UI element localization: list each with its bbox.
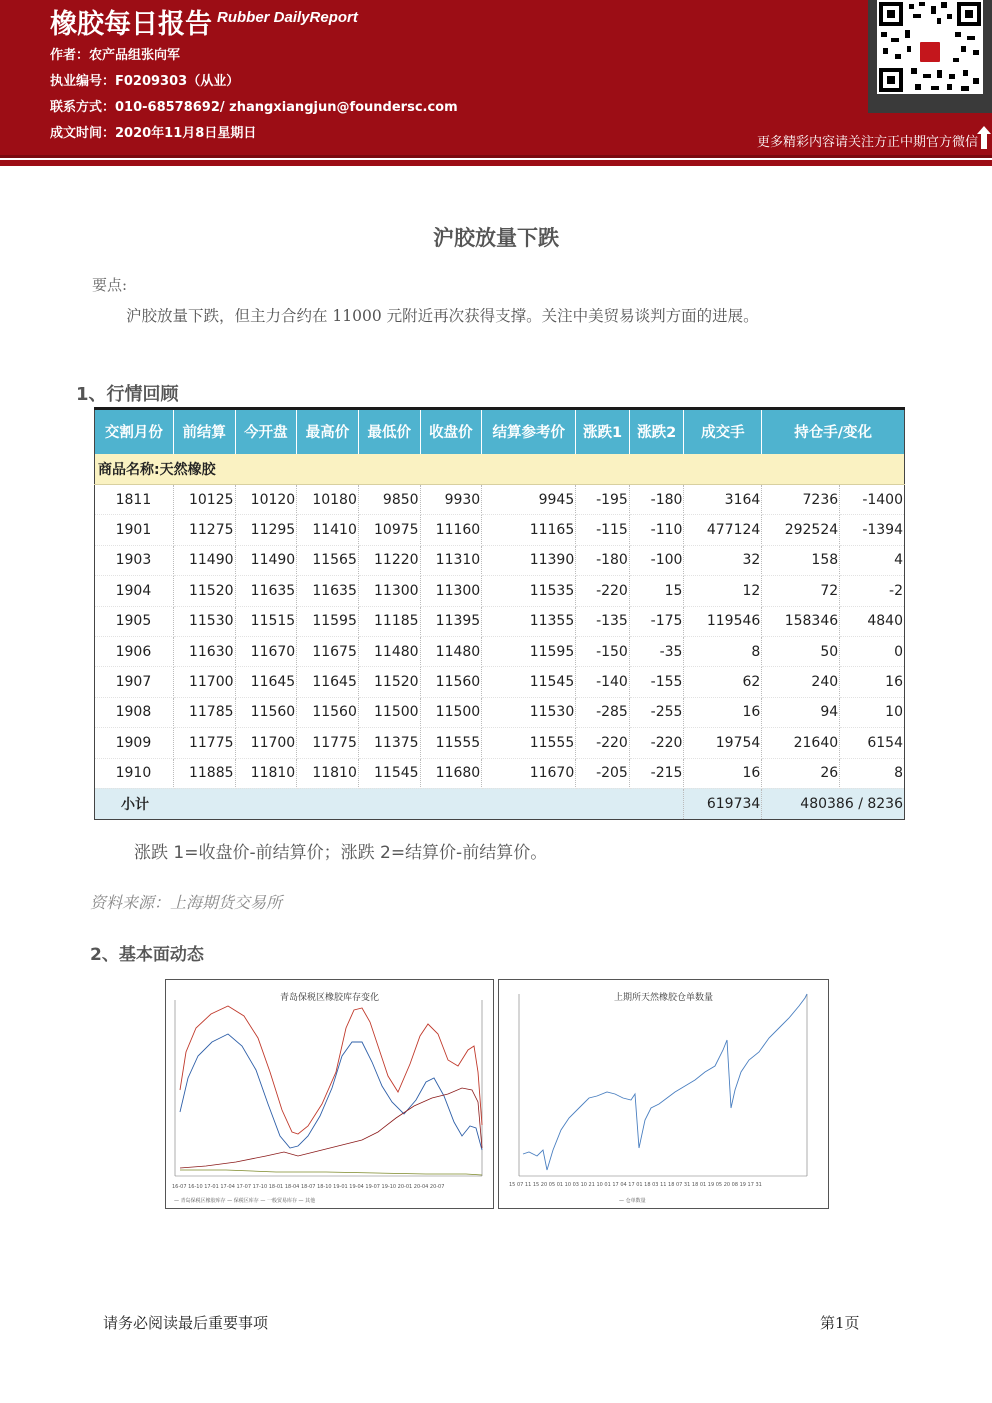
table-cell: -2 — [840, 576, 905, 606]
table-note: 涨跌 1=收盘价-前结算价；涨跌 2=结算价-前结算价。 — [134, 843, 548, 863]
table-cell: 62 — [684, 667, 762, 697]
key-points-label: 要点: — [92, 276, 128, 294]
section-heading-fundamentals: 2、基本面动态 — [90, 945, 204, 965]
table-cell: -1394 — [840, 515, 905, 545]
table-cell: 9945 — [482, 485, 576, 515]
table-cell: 11560 — [297, 697, 359, 727]
table-cell: 11775 — [173, 728, 235, 758]
table-cell: 11520 — [173, 576, 235, 606]
table-cell: 477124 — [684, 515, 762, 545]
table-cell: -195 — [576, 485, 630, 515]
data-source: 资料来源：上海期货交易所 — [90, 893, 283, 912]
date-line: 成文时间：2020年11月8日星期日 — [50, 126, 257, 141]
table-cell: 11535 — [482, 576, 576, 606]
table-cell: 72 — [762, 576, 840, 606]
table-header-cell: 收盘价 — [420, 409, 482, 454]
table-cell: 10180 — [297, 485, 359, 515]
table-cell: 11500 — [358, 697, 420, 727]
table-row — [95, 545, 905, 575]
svg-text:16-07 16-10 17-01 17-04 17-07: 16-07 16-10 17-01 17-04 17-07 17-10 18-01 18-04 18-07 18-10 19-01 19-04 19-07 19-10 20-01 20-04 20-07 — [172, 1184, 445, 1190]
series-warrants — [523, 994, 807, 1170]
table-cell: 0 — [840, 636, 905, 666]
series-total-inventory — [180, 1006, 482, 1134]
table-cell: 292524 — [762, 515, 840, 545]
table-cell: -1400 — [840, 485, 905, 515]
table-header-cell: 持仓手/变化 — [762, 409, 905, 454]
table-cell: 11555 — [482, 728, 576, 758]
table-cell: 11500 — [420, 697, 482, 727]
header-divider — [0, 155, 992, 158]
svg-text:— 青岛保税区橡胶库存 — 保税区库存 — 一般贸易库存 —: — 青岛保税区橡胶库存 — 保税区库存 — 一般贸易库存 — 其他 — [174, 1198, 316, 1204]
page-number: 第1页 — [820, 1314, 860, 1332]
series-general-trade — [180, 1088, 482, 1168]
table-cell: -215 — [629, 758, 684, 788]
table-cell: 1908 — [95, 697, 174, 727]
table-header-cell: 最低价 — [358, 409, 420, 454]
table-cell: 10975 — [358, 515, 420, 545]
table-cell: 158346 — [762, 606, 840, 636]
subtotal-volume: 619734 — [684, 788, 762, 819]
table-cell: 11515 — [235, 606, 297, 636]
table-cell: 11670 — [482, 758, 576, 788]
table-cell: -180 — [576, 545, 630, 575]
table-cell: 11645 — [235, 667, 297, 697]
table-cell: 11785 — [173, 697, 235, 727]
table-cell: 11545 — [358, 758, 420, 788]
chart-shfe-warrants — [498, 979, 829, 1209]
table-header-row — [95, 409, 905, 454]
table-cell: 11885 — [173, 758, 235, 788]
table-cell: 11490 — [173, 545, 235, 575]
table-cell: 10 — [840, 697, 905, 727]
table-cell: 15 — [629, 576, 684, 606]
category-name: 商品名称:天然橡胶 — [95, 454, 905, 485]
table-cell: -135 — [576, 606, 630, 636]
table-row — [95, 636, 905, 666]
table-header-cell: 今开盘 — [235, 409, 297, 454]
footer-disclaimer-link[interactable]: 请务必阅读最后重要事项 — [103, 1314, 269, 1332]
table-header-cell: 前结算 — [173, 409, 235, 454]
table-subtotal-row — [95, 788, 905, 819]
table-category-row — [95, 454, 905, 485]
brand-title: 橡胶每日报告 — [50, 9, 212, 40]
table-cell: -220 — [629, 728, 684, 758]
table-cell: 11680 — [420, 758, 482, 788]
table-cell: 16 — [840, 667, 905, 697]
table-cell: 32 — [684, 545, 762, 575]
table-cell: 11165 — [482, 515, 576, 545]
table-header-cell: 交割月份 — [95, 409, 174, 454]
table-cell: -255 — [629, 697, 684, 727]
table-cell: 11480 — [420, 636, 482, 666]
table-cell: -110 — [629, 515, 684, 545]
table-cell: -35 — [629, 636, 684, 666]
table-row — [95, 515, 905, 545]
subtotal-label: 小计 — [95, 788, 684, 819]
table-cell: 11635 — [297, 576, 359, 606]
table-cell: 1907 — [95, 667, 174, 697]
table-cell: 8 — [684, 636, 762, 666]
table-cell: -220 — [576, 728, 630, 758]
chart-qingdao-inventory — [165, 979, 494, 1209]
table-cell: 11595 — [482, 636, 576, 666]
table-cell: 11185 — [358, 606, 420, 636]
table-cell: 11480 — [358, 636, 420, 666]
table-cell: 10125 — [173, 485, 235, 515]
company-logo-icon — [918, 40, 942, 64]
table-cell: 11810 — [235, 758, 297, 788]
table-cell: 16 — [684, 697, 762, 727]
table-cell: 11530 — [482, 697, 576, 727]
table-cell: 4 — [840, 545, 905, 575]
table-row — [95, 758, 905, 788]
chart-title: 青岛保税区橡胶库存变化 — [279, 993, 379, 1003]
table-cell: -150 — [576, 636, 630, 666]
table-cell: -115 — [576, 515, 630, 545]
table-cell: 11810 — [297, 758, 359, 788]
table-cell: 11630 — [173, 636, 235, 666]
table-cell: 9850 — [358, 485, 420, 515]
table-cell: 11635 — [235, 576, 297, 606]
series-bonded-inventory — [180, 1034, 482, 1150]
contact-line: 联系方式：010-68578692/ zhangxiangjun@foundersc.com — [50, 100, 458, 115]
table-cell: -155 — [629, 667, 684, 697]
table-cell: 11565 — [297, 545, 359, 575]
report-title: 沪胶放量下跌 — [433, 226, 559, 250]
table-cell: 11520 — [358, 667, 420, 697]
author-line: 作者：农产品组张向军 — [50, 48, 181, 63]
table-cell: -285 — [576, 697, 630, 727]
table-cell: 11775 — [297, 728, 359, 758]
table-cell: 158 — [762, 545, 840, 575]
table-header-cell: 涨跌2 — [629, 409, 684, 454]
table-cell: 11300 — [420, 576, 482, 606]
table-cell: 11555 — [420, 728, 482, 758]
table-cell: 11375 — [358, 728, 420, 758]
table-row — [95, 697, 905, 727]
section-heading-market-review: 1、行情回顾 — [76, 384, 179, 405]
table-cell: 11490 — [235, 545, 297, 575]
table-cell: 11560 — [420, 667, 482, 697]
table-cell: 11670 — [235, 636, 297, 666]
table-cell: -180 — [629, 485, 684, 515]
table-cell: 1811 — [95, 485, 174, 515]
table-cell: 11595 — [297, 606, 359, 636]
table-cell: 11355 — [482, 606, 576, 636]
table-cell: 11700 — [173, 667, 235, 697]
table-cell: 3164 — [684, 485, 762, 515]
table-cell: 119546 — [684, 606, 762, 636]
table-row — [95, 606, 905, 636]
svg-text:— 仓单数量: — 仓单数量 — [619, 1198, 646, 1204]
table-cell: 8 — [840, 758, 905, 788]
table-row — [95, 485, 905, 515]
table-cell: 1901 — [95, 515, 174, 545]
table-cell: -205 — [576, 758, 630, 788]
table-cell: 26 — [762, 758, 840, 788]
brand-title-en: Rubber DailyReport — [217, 9, 358, 26]
arrow-up-icon — [976, 124, 992, 150]
table-header-cell: 涨跌1 — [576, 409, 630, 454]
table-cell: 1906 — [95, 636, 174, 666]
table-header-cell: 成交手 — [684, 409, 762, 454]
table-cell: -100 — [629, 545, 684, 575]
license-line: 执业编号：F0209303（从业） — [50, 74, 240, 89]
table-cell: 9930 — [420, 485, 482, 515]
table-cell: 11160 — [420, 515, 482, 545]
table-cell: 11275 — [173, 515, 235, 545]
subtotal-open-interest: 480386 / 8236 — [762, 788, 905, 819]
table-cell: 1905 — [95, 606, 174, 636]
market-data-table — [94, 407, 905, 820]
table-cell: 6154 — [840, 728, 905, 758]
follow-wechat-text[interactable]: 更多精彩内容请关注方正中期官方微信 — [756, 135, 978, 150]
table-cell: 11675 — [297, 636, 359, 666]
table-row — [95, 728, 905, 758]
header-divider-bar — [0, 160, 992, 166]
table-row — [95, 576, 905, 606]
table-cell: 19754 — [684, 728, 762, 758]
table-cell: 1910 — [95, 758, 174, 788]
table-row — [95, 667, 905, 697]
table-cell: 50 — [762, 636, 840, 666]
series-other-inventory — [180, 1170, 482, 1175]
table-cell: 10120 — [235, 485, 297, 515]
table-cell: 21640 — [762, 728, 840, 758]
table-cell: 7236 — [762, 485, 840, 515]
svg-text:15 07 11 15 20 05 01 10 03 10: 15 07 11 15 20 05 01 10 03 10 21 10 01 17 04 17 01 18 03 11 18 07 31 18 01 19 05 20 08 19 17 31 — [509, 1182, 762, 1188]
table-cell: 11545 — [482, 667, 576, 697]
table-cell: 11530 — [173, 606, 235, 636]
table-cell: 11300 — [358, 576, 420, 606]
table-cell: -220 — [576, 576, 630, 606]
key-points-summary: 沪胶放量下跌，但主力合约在 11000 元附近再次获得支撑。关注中美贸易谈判方面的进展。 — [126, 307, 759, 325]
table-cell: 11410 — [297, 515, 359, 545]
table-cell: 11390 — [482, 545, 576, 575]
table-cell: 11310 — [420, 545, 482, 575]
table-cell: 16 — [684, 758, 762, 788]
table-cell: 11295 — [235, 515, 297, 545]
table-cell: 11220 — [358, 545, 420, 575]
table-cell: 11700 — [235, 728, 297, 758]
table-cell: 1904 — [95, 576, 174, 606]
table-cell: 240 — [762, 667, 840, 697]
table-cell: 94 — [762, 697, 840, 727]
table-cell: -175 — [629, 606, 684, 636]
table-cell: 1903 — [95, 545, 174, 575]
table-cell: 1909 — [95, 728, 174, 758]
table-header-cell: 结算参考价 — [482, 409, 576, 454]
table-cell: 11560 — [235, 697, 297, 727]
table-cell: 4840 — [840, 606, 905, 636]
table-header-cell: 最高价 — [297, 409, 359, 454]
table-cell: 11645 — [297, 667, 359, 697]
chart-title: 上期所天然橡胶仓单数量 — [613, 993, 713, 1003]
table-cell: -140 — [576, 667, 630, 697]
table-cell: 11395 — [420, 606, 482, 636]
table-cell: 12 — [684, 576, 762, 606]
